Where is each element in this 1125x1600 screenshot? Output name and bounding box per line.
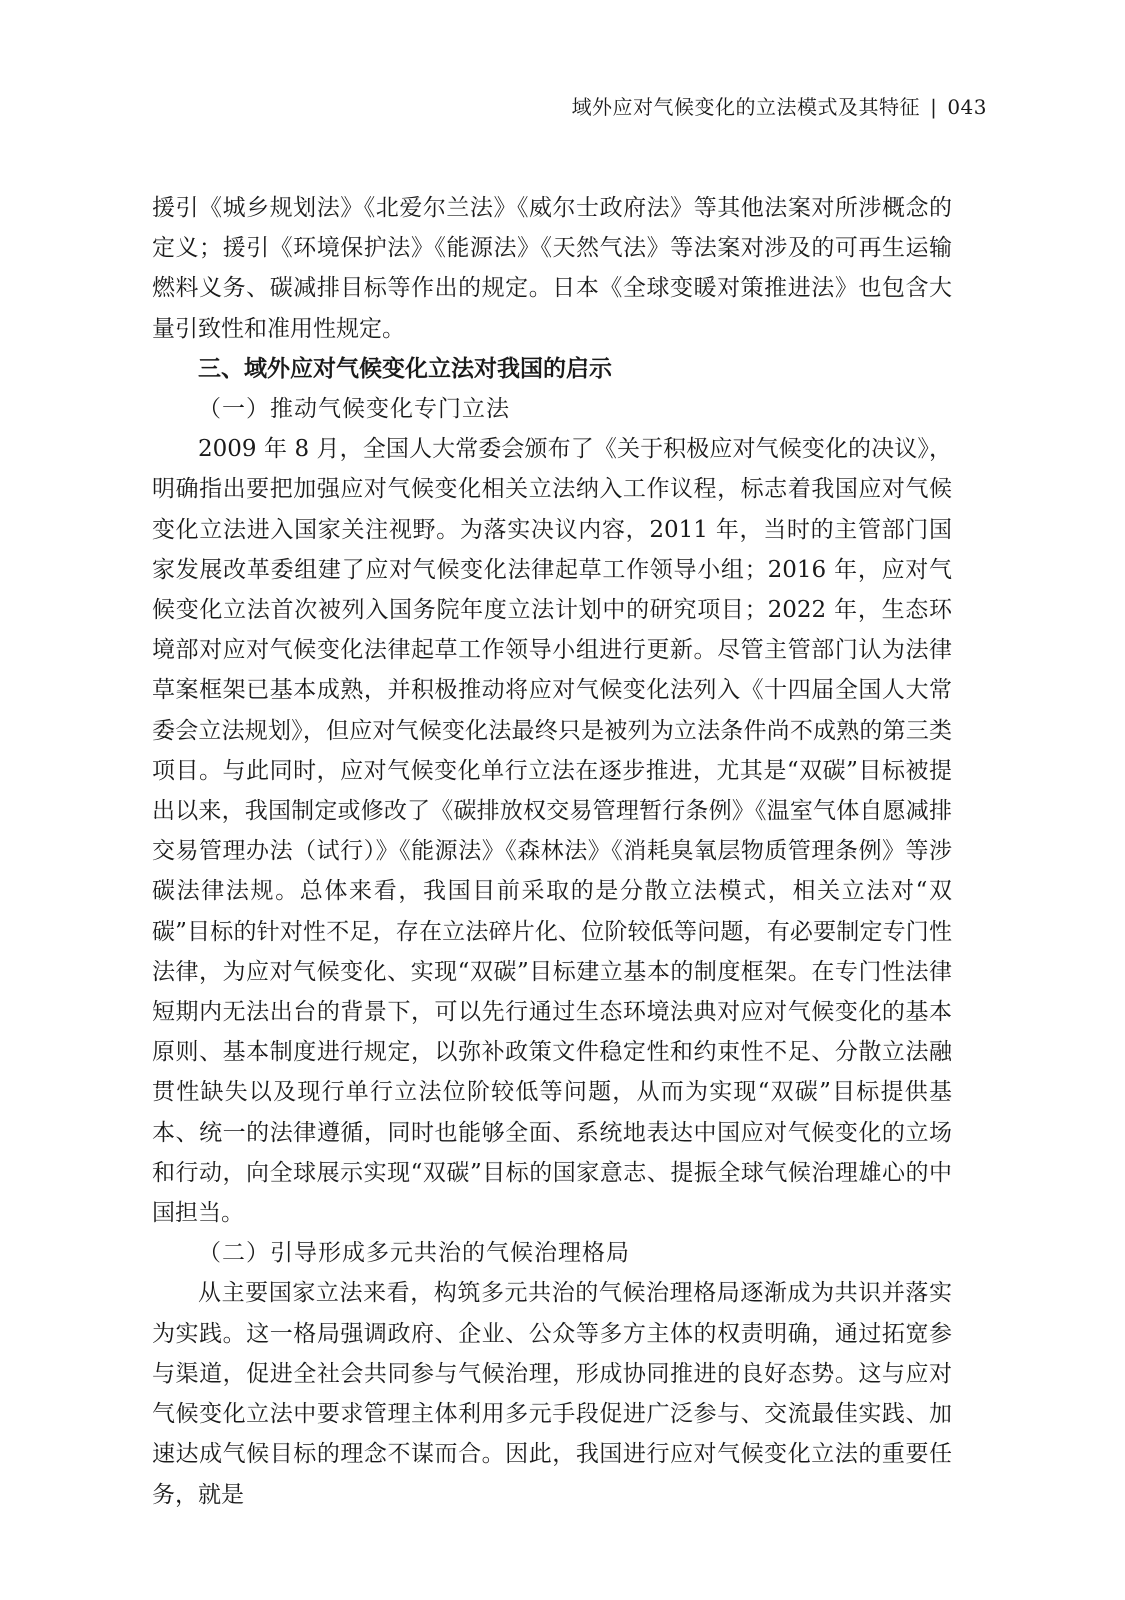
body-text bbox=[152, 188, 952, 1515]
running-title: 域外应对气候变化的立法模式及其特征 bbox=[571, 95, 921, 119]
subheading-1: （一）推动气候变化专门立法 bbox=[198, 396, 510, 423]
paragraph-1: 2009 年 8 月，全国人大常委会颁布了《关于积极应对气候变化的决议》，明确指出要把加强应对气候变化相关立法纳入工作议程，标志着我国应对气候变化立法进入国家关注视野。为落实决议内容，2011 年，当时的主管部门国家发展改革委组建了应对气候变化法律起草工作领导小组；2016 年，应对气候变化立法首次被列入国务院年度立法计划中的研究项目；2022 年，生态环境部对应对气候变化法律起草工作领导小组进行更新。尽管主管部门认为法律草案框架已基本成熟，并积极推动将应对气候变化法列入《十四届全国人大常委会立法规划》，但应对气候变化法最终只是被列为立法条件尚不成熟的第三类项目。与此同时，应对气候变化单行立法在逐步推进，尤其是“双碳”目标被提出以来，我国制定或修改了《碳排放权交易管理暂行条例》《温室气体自愿减排交易管理办法（试行）》《能源法》《森林法》《消耗臭氧层物质管理条例》等涉碳法律法规。总体来看，我国目前采取的是分散立法模式，相关立法对“双碳”目标的针对性不足，存在立法碎片化、位阶较低等问题，有必要制定专门性法律，为应对气候变化、实现“双碳”目标建立基本的制度框架。在专门性法律短期内无法出台的背景下，可以先行通过生态环境法典对应对气候变化的基本原则、基本制度进行规定，以弥补政策文件稳定性和约束性不足、分散立法融贯性缺失以及现行单行立法位阶较低等问题，从而为实现“双碳”目标提供基本、统一的法律遵循，同时也能够全面、系统地表达中国应对气候变化的立场和行动，向全球展示实现“双碳”目标的国家意志、提振全球气候治理雄心的中国担当。 bbox=[152, 436, 952, 1227]
paragraph-2: 从主要国家立法来看，构筑多元共治的气候治理格局逐渐成为共识并落实为实践。这一格局强调政府、企业、公众等多方主体的权责明确，通过拓宽参与渠道，促进全社会共同参与气候治理，形成协同推进的良好态势。这与应对气候变化立法中要求管理主体利用多元手段促进广泛参与、交流最佳实践、加速达成气候目标的理念不谋而合。因此，我国进行应对气候变化立法的重要任务，就是 bbox=[152, 1280, 952, 1508]
running-header bbox=[572, 92, 987, 122]
section-heading: 三、域外应对气候变化立法对我国的启示 bbox=[198, 355, 612, 382]
subheading-2: （二）引导形成多元共治的气候治理格局 bbox=[198, 1240, 630, 1267]
page-number: 043 bbox=[947, 95, 987, 119]
header-separator: | bbox=[930, 95, 938, 119]
continued-paragraph: 援引《城乡规划法》《北爱尔兰法》《威尔士政府法》等其他法案对所涉概念的定义；援引《环境保护法》《能源法》《天然气法》等法案对涉及的可再生运输燃料义务、碳减排目标等作出的规定。日本《全球变暖对策推进法》也包含大量引致性和准用性规定。 bbox=[152, 195, 952, 342]
